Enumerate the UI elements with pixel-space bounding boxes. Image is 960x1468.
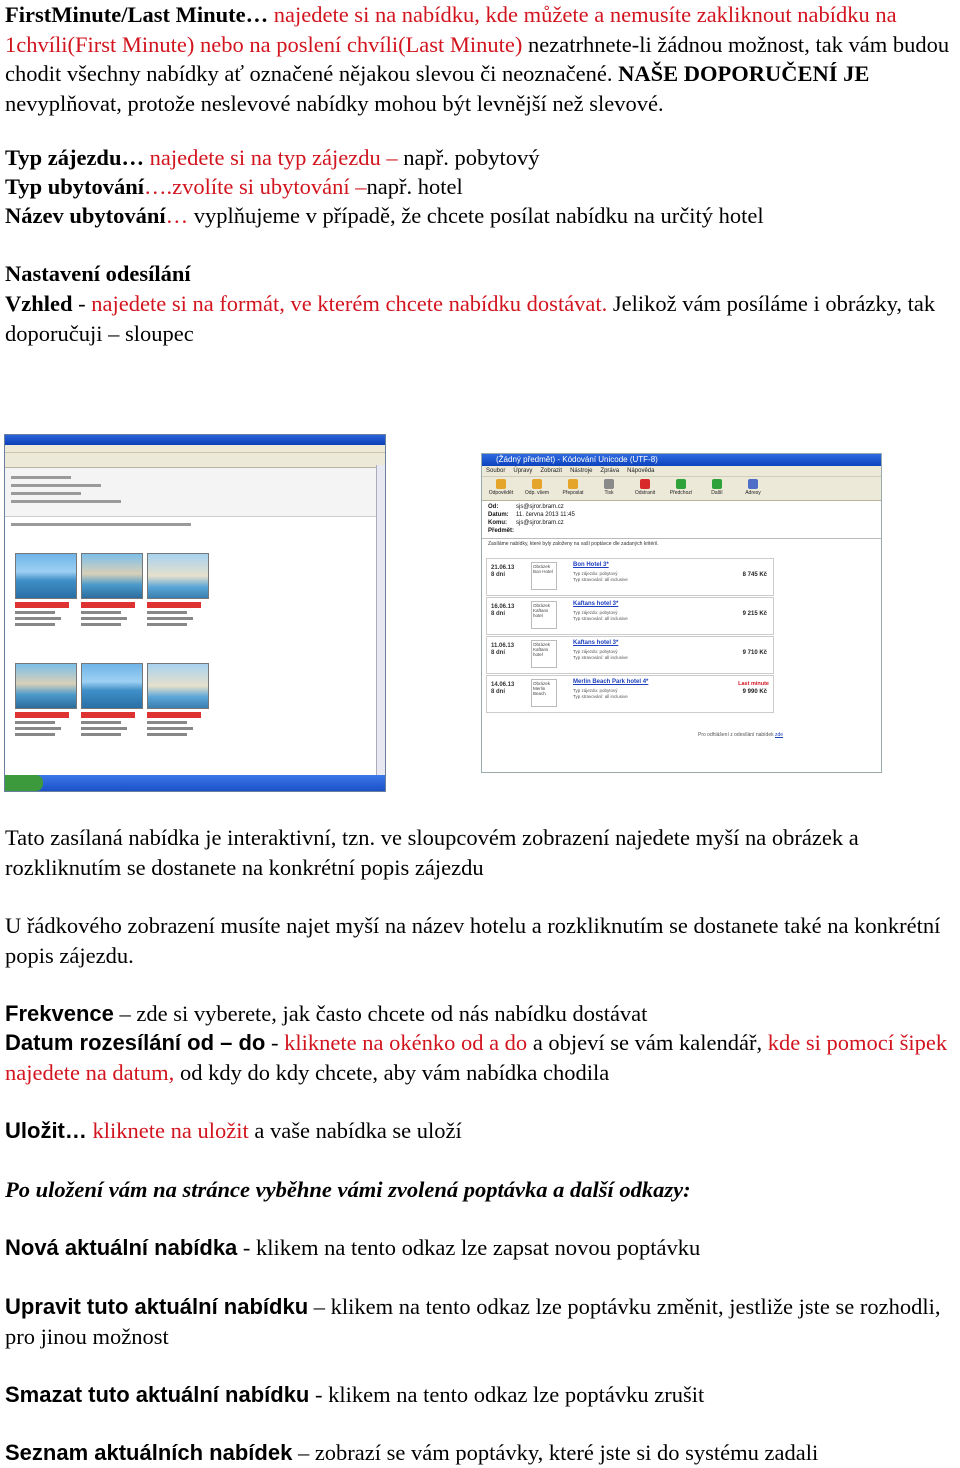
desc-typ-ubytovani: ….zvolíte si ubytování – — [144, 174, 367, 199]
desc-smazat: - klikem na tento odkaz lze poptávku zrušit — [309, 1382, 705, 1407]
offer-card[interactable] — [147, 553, 209, 633]
offer-image[interactable] — [15, 553, 77, 599]
hotel-name-link[interactable]: Bon Hotel 3* — [573, 562, 609, 568]
arrow-right-icon — [712, 479, 722, 489]
desc-datum-1: kliknete na okénko od a do — [284, 1030, 528, 1055]
desc-seznam: – zobrazí se vám poptávky, které jste si do systému zadali — [292, 1440, 819, 1465]
desc-firstminute-2: nezatrhnete-li žádnou možnost, tak vám budou chodit všechny nabídky ať označené nějakou slevou či neoznačené. — [5, 31, 950, 86]
dash: - — [72, 291, 92, 316]
term-ulozit: Uložit… — [5, 1118, 87, 1143]
offer-card[interactable] — [15, 553, 77, 633]
datum-paragraph — [5, 1028, 955, 1087]
forward-button[interactable]: Přeposlat — [558, 479, 588, 498]
offer-price: 9 215 Kč — [742, 611, 767, 617]
menu-napoveda[interactable]: Nápověda — [627, 468, 655, 474]
term-datum: Datum rozesílání od – do — [5, 1030, 266, 1055]
desc-nova-nabidka: - klikem na tento odkaz lze zapsat novou poptávku — [237, 1235, 701, 1260]
printer-icon — [604, 479, 614, 489]
delete-button[interactable]: Odstranit — [630, 479, 660, 498]
dash: - — [265, 1030, 285, 1055]
offer-row: 14.06.13 8 dní Obrázek Merlin Beach Merlin Beach Park hotel 4* Typ zájezdu: pobytový Typ stravování: all inclusive Last minute 9 990 Kč — [486, 675, 774, 713]
reply-all-button[interactable]: Odp. všem — [522, 479, 552, 498]
offer-thumbnail[interactable]: Obrázek Merlin Beach — [531, 679, 557, 707]
term-typ-ubytovani: Typ ubytování — [5, 174, 145, 199]
vzhled-paragraph — [5, 289, 955, 348]
ellipsis-nazev: … — [165, 203, 189, 228]
window-titlebar — [5, 435, 385, 445]
desc-ulozit-2: a vaše nabídka se uloží — [248, 1118, 462, 1143]
desc-datum-3: kde si pomocí šipek najedete na datum, — [5, 1030, 948, 1085]
hotel-name-link[interactable]: Kaftans hotel 3* — [573, 640, 619, 646]
menu-zprava[interactable]: Zpráva — [600, 468, 620, 474]
offer-row: 11.06.13 8 dní Obrázek Kaftans hotel Kaftans hotel 3* Typ zájezdu: pobytový Typ stravování: all inclusive 9 710 Kč — [486, 636, 774, 674]
unsubscribe-note: Pro odhlášení z odesílání nabídek zde — [698, 732, 784, 738]
address-book-icon — [748, 479, 758, 489]
desc-ulozit: kliknete na uložit — [86, 1118, 249, 1143]
scrollbar[interactable] — [376, 465, 385, 775]
offer-image[interactable] — [81, 663, 143, 709]
term-firstminute: FirstMinute/Last Minute… — [5, 2, 269, 27]
offer-card[interactable] — [15, 663, 77, 743]
term-upravit: Upravit tuto aktuální nabídku — [5, 1294, 309, 1319]
intro-paragraph — [5, 0, 955, 118]
hotel-name-link[interactable]: Merlin Beach Park hotel 4* — [573, 679, 649, 685]
start-button[interactable] — [5, 775, 43, 791]
arrow-left-icon — [676, 479, 686, 489]
offer-card[interactable] — [81, 663, 143, 743]
recommendation-label: NAŠE DOPORUČENÍ JE — [618, 61, 870, 86]
offer-row: 21.06.13 8 dní Obrázek Bon Hotel Bon Hotel 3* Typ zájezdu: pobytový Typ stravování: all inclusive 8 745 Kč — [486, 558, 774, 596]
interactive-note: Tato zasílaná nabídka je interaktivní, tzn. ve sloupcovém zobrazení najedete myší na obrázek a rozkliknutím se dostanete na konkrétní popis zájezdu — [5, 825, 859, 880]
after-save-heading: Po uložení vám na stránce vyběhne vámi zvolená poptávka a další odkazy: — [5, 1177, 691, 1202]
offer-card[interactable] — [81, 553, 143, 633]
delete-icon — [640, 479, 650, 489]
recommendation-text: nevyplňovat, protože neslevové nabídky mohou být levnější než slevové. — [5, 90, 664, 116]
desc-datum-2: a objeví se vám kalendář, — [527, 1030, 768, 1055]
offer-card[interactable] — [147, 663, 209, 743]
email-toolbar — [482, 477, 881, 501]
column-view-screenshot — [4, 434, 386, 792]
to-value: sjs@sjror.bram.cz — [516, 520, 564, 526]
desc-firstminute: najedete si na nabídku, kde můžete a nemusíte zakliknout nabídku na 1chvíli(First Minute) nebo na poslení chvíli(Last Minute) — [5, 2, 897, 57]
window-menubar — [5, 445, 385, 453]
example-typ-ubytovani: např. hotel — [366, 174, 463, 199]
offer-price: 9 990 Kč — [742, 689, 767, 695]
term-seznam: Seznam aktuálních nabídek — [5, 1440, 293, 1465]
typ-ubytovani-line — [5, 172, 955, 202]
desc-typ-zajezdu: najedete si na typ zájezdu – — [143, 145, 404, 170]
nazev-ubytovani-line — [5, 201, 955, 231]
email-headers: Od: sjs@sjror.bram.cz Datum: 11. června 2013 11:45 Komu: sjs@sjror.bram.cz Předmět: — [482, 501, 881, 539]
typ-zajezdu-line — [5, 143, 955, 173]
next-button[interactable]: Další — [702, 479, 732, 498]
reply-button[interactable]: Odpovědět — [486, 479, 516, 498]
ulozit-line — [5, 1116, 955, 1146]
offer-price: 9 710 Kč — [742, 650, 767, 656]
offer-thumbnail[interactable]: Obrázek Bon Hotel — [531, 562, 557, 590]
section-heading-nastaveni: Nastavení odesílání — [5, 261, 191, 286]
frekvence-line — [5, 999, 955, 1029]
offer-image[interactable] — [147, 663, 209, 709]
addresses-button[interactable]: Adresy — [738, 479, 768, 498]
desc-vzhled: najedete si na formát, ve kterém chcete nabídku dostávat. — [91, 291, 608, 316]
term-smazat: Smazat tuto aktuální nabídku — [5, 1382, 310, 1407]
smazat-line — [5, 1380, 955, 1410]
example-typ-zajezdu: např. pobytový — [403, 145, 540, 170]
term-nazev-ubytovani: Název ubytování — [5, 203, 166, 228]
menu-upravy[interactable]: Úpravy — [513, 468, 533, 474]
term-frekvence: Frekvence — [5, 1001, 114, 1026]
previous-button[interactable]: Předchozí — [666, 479, 696, 498]
upravit-paragraph — [5, 1292, 955, 1351]
desc-nazev-ubytovani: vyplňujeme v případě, že chcete posílat nabídku na určitý hotel — [188, 203, 764, 228]
offer-image[interactable] — [81, 553, 143, 599]
print-button[interactable]: Tisk — [594, 479, 624, 498]
unsubscribe-link[interactable]: zde — [775, 732, 784, 738]
nova-nabidka-line — [5, 1233, 955, 1263]
email-menubar — [482, 466, 881, 477]
email-window-title: (Žádný předmět) - Kódování Unicode (UTF-8) — [482, 454, 881, 466]
term-typ-zajezdu: Typ zájezdu… — [5, 145, 144, 170]
term-vzhled: Vzhled — [5, 291, 73, 316]
desc-datum-4: od kdy do kdy chcete, aby vám nabídka chodila — [174, 1059, 610, 1085]
desc-vzhled-2: Jelikož vám posíláme i obrázky, tak doporučuji – sloupec — [5, 291, 936, 346]
offer-row: 16.06.13 8 dní Obrázek Kaftans hotel Kaftans hotel 3* Typ zájezdu: pobytový Typ stravování: all inclusive 9 215 Kč — [486, 597, 774, 635]
seznam-line — [5, 1438, 955, 1468]
forward-icon — [568, 479, 578, 489]
email-note: Zasíláme nabídky, které byly založeny na vaší poptávce dle zadaných kritérií. — [488, 541, 659, 547]
offer-image[interactable] — [15, 663, 77, 709]
window-toolbar — [5, 453, 385, 468]
term-nova-nabidka: Nová aktuální nabídka — [5, 1235, 238, 1260]
row-view-screenshot — [481, 453, 882, 773]
reply-icon — [496, 479, 506, 489]
offer-thumbnail[interactable]: Obrázek Kaftans hotel — [531, 640, 557, 668]
menu-soubor[interactable]: Soubor — [486, 468, 506, 474]
menu-zobrazit[interactable]: Zobrazit — [540, 468, 563, 474]
desc-upravit: – klikem na tento odkaz lze poptávku změnit, jestliže jste se rozhodli, pro jinou možnost — [5, 1294, 941, 1349]
offer-image[interactable] — [147, 553, 209, 599]
offer-price: 8 745 Kč — [742, 572, 767, 578]
from-value: sjs@sjror.bram.cz — [516, 504, 564, 510]
reply-all-icon — [532, 479, 542, 489]
hotel-name-link[interactable]: Kaftans hotel 3* — [573, 601, 619, 607]
desc-frekvence: – zde si vyberete, jak často chcete od nás nabídku dostávat — [113, 1001, 648, 1026]
last-minute-badge: Last minute — [738, 681, 769, 687]
date-value: 11. června 2013 11:45 — [516, 512, 575, 518]
row-view-note: U řádkového zobrazení musíte najet myší na název hotelu a rozkliknutím se dostanete také na konkrétní popis zájezdu. — [5, 913, 941, 968]
offer-thumbnail[interactable]: Obrázek Kaftans hotel — [531, 601, 557, 629]
taskbar — [5, 775, 385, 791]
mail-header — [5, 468, 385, 517]
menu-nastroje[interactable]: Nástroje — [570, 468, 593, 474]
